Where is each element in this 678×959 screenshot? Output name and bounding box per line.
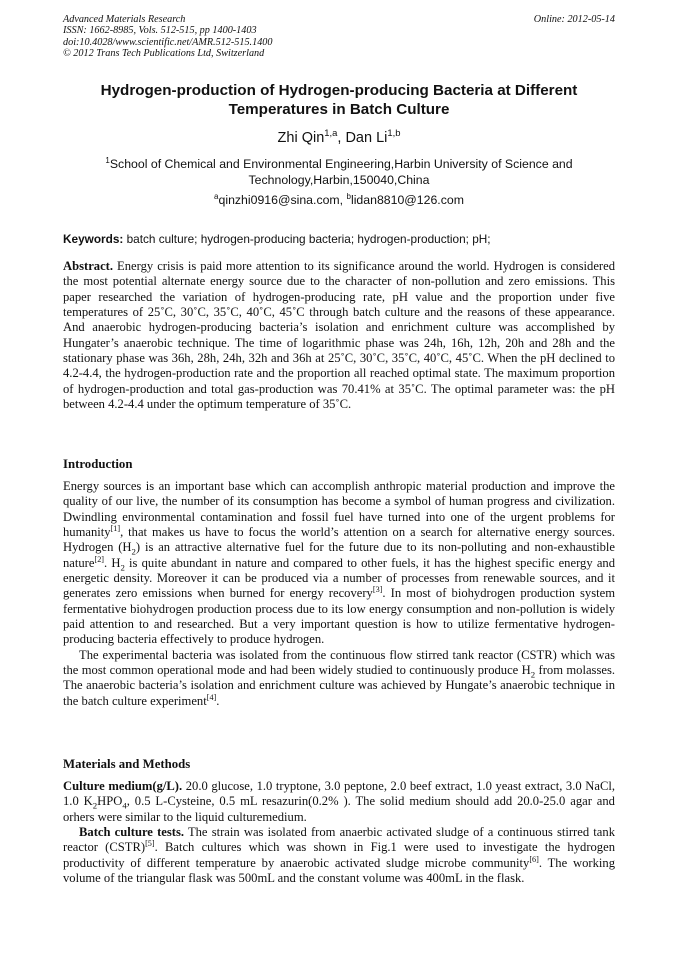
citation-3[interactable]: [3] xyxy=(372,585,383,595)
abstract xyxy=(63,259,615,412)
keywords xyxy=(63,232,615,246)
journal-copyright: © 2012 Trans Tech Publications Ltd, Switzerland xyxy=(63,48,265,60)
keywords-text: batch culture; hydrogen-producing bacteria; hydrogen-production; pH; xyxy=(123,232,491,246)
methods-section xyxy=(63,779,615,886)
citation-6[interactable]: [6] xyxy=(529,854,539,864)
citation-2[interactable]: [2] xyxy=(94,554,105,564)
citation-1[interactable]: [1] xyxy=(110,523,121,533)
keywords-label: Keywords: xyxy=(63,232,124,246)
journal-name: Advanced Materials Research xyxy=(63,14,186,25)
email-b-marker: b xyxy=(346,191,351,201)
email-b[interactable]: lidan8810@126.com xyxy=(350,193,464,207)
affiliation-marker: 1 xyxy=(105,155,110,165)
author-2: Dan Li xyxy=(345,130,388,146)
batch-culture-label: Batch culture tests. xyxy=(79,825,184,840)
author-1-affil: 1,a xyxy=(324,127,338,139)
introduction-heading: Introduction xyxy=(63,457,133,471)
introduction-paragraph-1: Energy sources is an important base which can accomplish anthropic material production and improve the quality of our live, the number of its consumption has become a symbol of human progress and civilization. Dwindling environmental contamination and fossil fuel have turned into one of the urgent problems for humanity[1], that makes us have to focus the world’s attention on a search for alternative energy sources. Hydrogen $(H_2)$ is an attractive alternative fuel for the future due to its non-polluting and non-exhaustible nature[2]. $H_2$ is quite abundant in nature and compared to other fuels, it has the highest specific energy and energetic density. Moreover it can be produced via a number of processes from renewable sources, and it generates zero emissions when burned for energy recovery[3]. In most of biohydrogen production system fermentative biohydrogen production process due to its low energy consumption and non-pollution is widely paid attention to and researched. But a very important question is how to utilize fermentative hydrogen-producing bacteria effectively to produce hydrogen. xyxy=(63,479,616,647)
affiliation-line-1: $^1$School of Chemical and Environmental Engineering,Harbin University of Science and xyxy=(105,155,573,171)
affiliation xyxy=(80,156,598,189)
journal-doi[interactable]: doi:10.4028/www.scientific.net/AMR.512-515.1400 xyxy=(63,36,273,48)
author-list xyxy=(63,127,615,146)
author-separator: , xyxy=(337,130,346,146)
methods-heading: Materials and Methods xyxy=(63,757,191,771)
author-1: Zhi Qin xyxy=(277,130,325,146)
email-a-marker: a xyxy=(214,191,219,201)
methods-paragraph-1: Culture medium(g/L). 20.0 glucose, 1.0 tryptone, 3.0 peptone, 2.0 beef extract, 1.0 yeast extract, 3.0 NaCl, 1.0 $K_2HPO_4$, 0.5 L-Cysteine, 0.5 mL resazurin(0.2% ). The solid medium should add 20.0-25.0 agar and orhers were similar to the liquid culturemedium. xyxy=(63,779,615,824)
title-line-2: Temperatures in Batch Culture xyxy=(228,101,450,118)
online-date: Online: 2012-05-14 xyxy=(533,14,615,25)
abstract-text: Energy crisis is paid more attention to its significance around the world. Hydrogen is considered the most potential alternate energy source due to the character of non-pollution and zero emissions. This paper researched the variation of hydrogen-producing rate, pH value and the proportion under five temperatures of 25˚C, 30˚C, 35˚C, 40˚C, 45˚C through batch culture and the reasons of these appearance. And anaerobic hydrogen-producing bacteria’s isolation and enrichment culture was accomplished by Hungater’s anaerobic technique. The time of logarithmic phase was 24h, 16h, 12h, 20h and 28h and the stationary phase was 36h, 28h, 24h, 32h and 36h at 25˚C, 30˚C, 35˚C, 40˚C, 45˚C. When the pH declined to 4.2-4.4, the hydrogen-production rate and the proportion all reached optimal state. The maximum proportion of hydrogen-production and total gas-production was 70.41% at 35˚C. The optimal parameter was: the pH between 4.2-4.4 under the optimum temperature of 35˚C. xyxy=(63,259,615,412)
affiliation-line-2: Technology,Harbin,150040,China xyxy=(248,173,430,188)
introduction-section xyxy=(63,479,615,709)
introduction-paragraph-2: The experimental bacteria was isolated from the continuous flow stirred tank reactor (CSTR) which was the most common operational mode and had been widely studied to continuously produce $H_2$ from molasses. The anaerobic bacteria’s isolation and enrichment culture was achieved by Hungate’s anaerobic technique in the batch culture experiment[4]. xyxy=(63,647,615,708)
title-line-1: Hydrogen-production of Hydrogen-producing Bacteria at Different xyxy=(100,82,578,99)
culture-medium-label: Culture medium(g/L). xyxy=(63,779,183,793)
citation-5[interactable]: [5] xyxy=(145,839,155,849)
author-2-affil: 1,b xyxy=(387,127,401,139)
abstract-label: Abstract. xyxy=(63,259,114,273)
methods-paragraph-2: Batch culture tests. The strain was isolated from anaerbic activated sludge of a continuous stirred tank reactor (CSTR)[5]. Batch cultures which was shown in Fig.1 were used to investigate the hydrogen productivity of different temperature by anaerobic activated sludge microbe community[6]. The working volume of the triangular flask was 500mL and the constant volume was 400mL in the flask. xyxy=(63,825,616,886)
journal-issn: ISSN: 1662-8985, Vols. 512-515, pp 1400-1403 xyxy=(63,25,257,37)
author-emails xyxy=(63,193,615,207)
citation-4[interactable]: [4] xyxy=(206,692,217,702)
email-a[interactable]: qinzhi0916@sina.com, xyxy=(218,193,347,207)
journal-header xyxy=(63,14,615,60)
paper-title xyxy=(63,81,615,119)
